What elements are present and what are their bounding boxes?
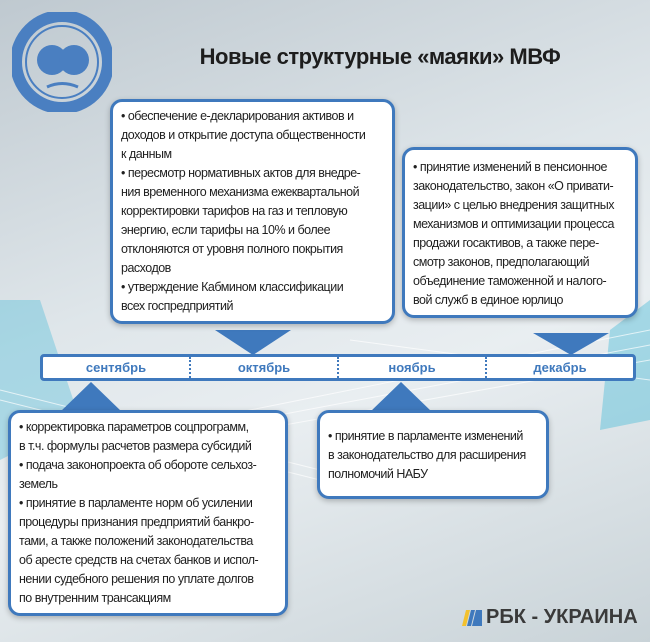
list-item: • пересмотр нормативных актов для внедре- ния временного механизма ежеквартальной корректировки тарифов на газ и тепловую энергию, если тарифы на 10% и более отклоняются от уровня полного покрытия расходов <box>121 166 361 275</box>
list-item: • утверждение Кабмином классификации всех госпредприятий <box>121 280 344 313</box>
imf-logo <box>12 12 112 112</box>
list-item: • обеспечение е-декларирования активов и доходов и открытие доступа общественности к данным <box>121 109 366 161</box>
timeline <box>40 354 636 381</box>
november-box <box>317 410 549 499</box>
pointer-arrow <box>533 333 609 355</box>
list-item: • подача законопроекта об обороте сельхоз- земель <box>19 458 257 491</box>
pointer-arrow <box>370 382 432 412</box>
page-title: Новые структурные «маяки» МВФ <box>199 44 561 69</box>
month-october: октябрь <box>189 357 337 378</box>
month-september: сентябрь <box>85 360 147 375</box>
list-item: • принятие в парламенте норм об усилении процедуры признания предприятий банкро- тами, а также положений законодательства об аресте средств на счетах банков и испол- нении судебного решения по уплате долгов по внутренним трансакциям <box>19 496 259 605</box>
brand-text: РБК - УКРАИНА <box>486 606 638 628</box>
month-december: декабрь <box>485 357 633 378</box>
month-november: ноябрь <box>337 357 485 378</box>
september-box <box>8 410 288 616</box>
october-box <box>110 99 395 324</box>
december-box <box>402 147 638 318</box>
pointer-arrow <box>215 330 291 355</box>
rbc-ukraine-logo <box>462 606 638 629</box>
imf-seal-icon <box>12 12 112 112</box>
rbc-logo-icon <box>462 610 482 626</box>
list-item: • корректировка параметров соцпрограмм, в т.ч. формулы расчетов размера субсидий <box>19 420 252 453</box>
pointer-arrow <box>60 382 122 412</box>
list-item: • принятие в парламенте изменений в законодательство для расширения полномочий НАБУ <box>328 429 526 481</box>
list-item: • принятие изменений в пенсионное законодательство, закон «О привати- зации» с целью внедрения защитных механизмов и оптимизации процесса продажи госактивов, а также пере- смотр законов, предполагающий объединение таможенной и налого- вой служб в единое юрлицо <box>413 160 615 307</box>
